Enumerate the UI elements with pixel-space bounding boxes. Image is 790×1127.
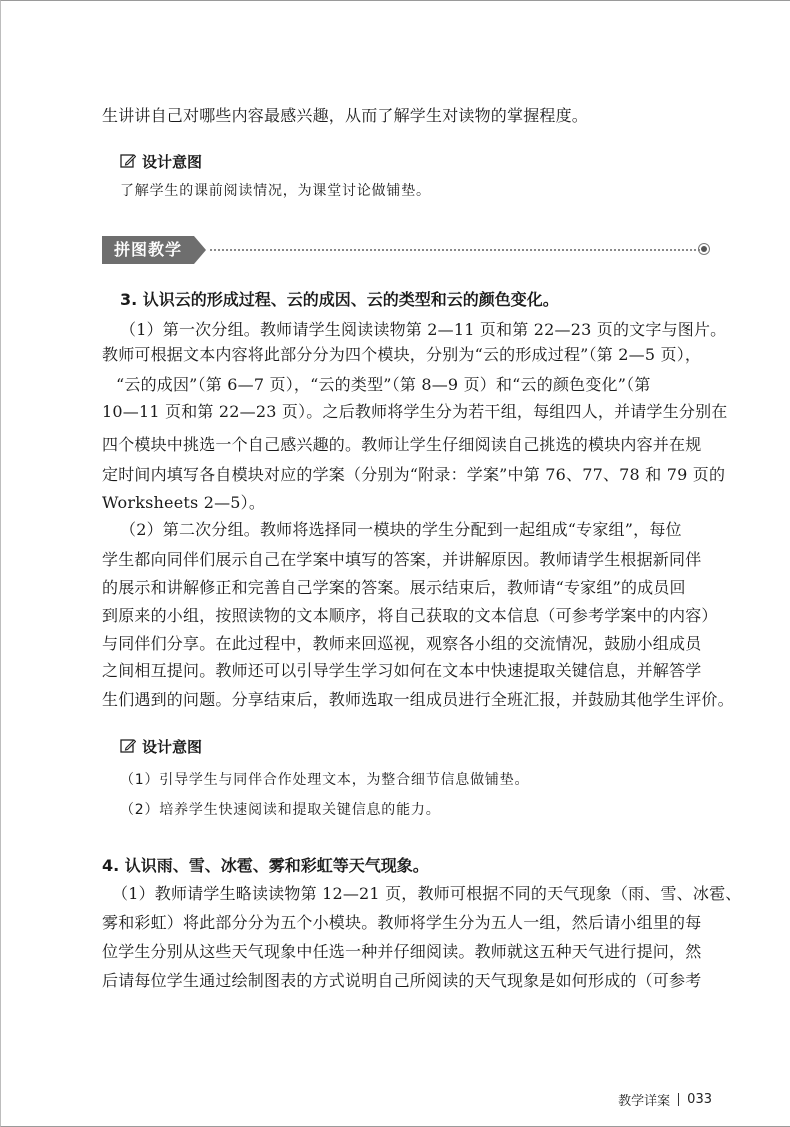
edit-note-icon bbox=[120, 738, 136, 754]
step3-p2-line: 的展示和讲解修正和完善自己学案的答案。展示结束后，教师请“专家组”的成员回 bbox=[102, 578, 686, 597]
step3-p2-line: 生们遇到的问题。分享结束后，教师选取一组成员进行全班汇报，并鼓励其他学生评价。 bbox=[102, 690, 734, 709]
footer-label: 教学详案 bbox=[618, 1094, 671, 1109]
step4-p1-line: 位学生分别从这些天气现象中任选一种并仔细阅读。教师就这五种天气进行提问，然 bbox=[102, 942, 702, 961]
step3-p2-line: 学生都向同伴们展示自己在学案中填写的答案，并讲解原因。教师请学生根据新同伴 bbox=[102, 550, 702, 569]
step3-p1-line: 四个模块中挑选一个自己感兴趣的。教师让学生仔细阅读自己挑选的模块内容并在规 bbox=[102, 435, 702, 454]
banner-dotted-line bbox=[210, 249, 700, 251]
step4-title: 4. 认识雨、雪、冰雹、雾和彩虹等天气现象。 bbox=[102, 856, 429, 875]
design-intent-heading bbox=[120, 735, 202, 757]
design-intent-text: 了解学生的课前阅读情况，为课堂讨论做铺垫。 bbox=[120, 183, 431, 199]
step3-p2-line: 到原来的小组，按照读物的文本顺序，将自己获取的文本信息（可参考学案中的内容） bbox=[102, 606, 718, 625]
design-intent-title: 设计意图 bbox=[142, 152, 203, 171]
design-intent-title: 设计意图 bbox=[142, 737, 203, 756]
section-banner bbox=[102, 236, 716, 264]
design-intent-item: （2）培养学生快速阅读和提取关键信息的能力。 bbox=[120, 802, 441, 818]
step4-p1-line: 后请每位学生通过绘制图表的方式说明自己所阅读的天气现象是如何形成的（可参考 bbox=[102, 971, 702, 990]
edit-note-icon bbox=[120, 153, 136, 169]
design-intent-item: （1）引导学生与同伴合作处理文本，为整合细节信息做铺垫。 bbox=[120, 772, 530, 788]
step3-p2-line: 之间相互提问。教师还可以引导学生学习如何在文本中快速提取关键信息，并解答学 bbox=[102, 661, 702, 680]
step3-p1-line: Worksheets 2—5）。 bbox=[102, 493, 266, 512]
step4-p1-line: 雾和彩虹）将此部分分为五个小模块。教师将学生分为五人一组，然后请小组里的每 bbox=[102, 913, 702, 932]
banner-arrow bbox=[194, 236, 206, 264]
step3-p1-line: “云的成因”（第 6—7 页），“云的类型”（第 8—9 页）和“云的颜色变化”（第 bbox=[116, 375, 651, 394]
page-footer bbox=[618, 1090, 712, 1109]
step3-p2-line: 与同伴们分享。在此过程中，教师来回巡视，观察各小组的交流情况，鼓励小组成员 bbox=[102, 634, 702, 653]
step3-p1-line: 定时间内填写各自模块对应的学案（分别为“附录：学案”中第 76、77、78 和 79 页的 bbox=[102, 465, 726, 484]
design-intent-heading bbox=[120, 150, 202, 172]
step3-p1-line: 教师可根据文本内容将此部分分为四个模块，分别为“云的形成过程”（第 2—5 页）， bbox=[102, 345, 702, 364]
step3-p2-line: （2）第二次分组。教师将选择同一模块的学生分配到一起组成“专家组”，每位 bbox=[120, 520, 682, 539]
intro-paragraph: 生讲讲自己对哪些内容最感兴趣，从而了解学生对读物的掌握程度。 bbox=[102, 106, 589, 125]
banner-end-dot-icon bbox=[698, 243, 710, 255]
page-number: 033 bbox=[687, 1092, 712, 1107]
section-banner-label: 拼图教学 bbox=[102, 236, 194, 264]
step3-p1-line: （1）第一次分组。教师请学生阅读读物第 2—11 页和第 22—23 页的文字与图片。 bbox=[120, 320, 727, 339]
step4-p1-line: （1）教师请学生略读读物第 12—21 页，教师可根据不同的天气现象（雨、雪、冰雹、 bbox=[112, 884, 742, 903]
footer-divider bbox=[678, 1093, 679, 1106]
step3-title: 3. 认识云的形成过程、云的成因、云的类型和云的颜色变化。 bbox=[120, 290, 559, 309]
step3-p1-line: 10—11 页和第 22—23 页）。之后教师将学生分为若干组，每组四人，并请学生分别在 bbox=[102, 402, 728, 421]
